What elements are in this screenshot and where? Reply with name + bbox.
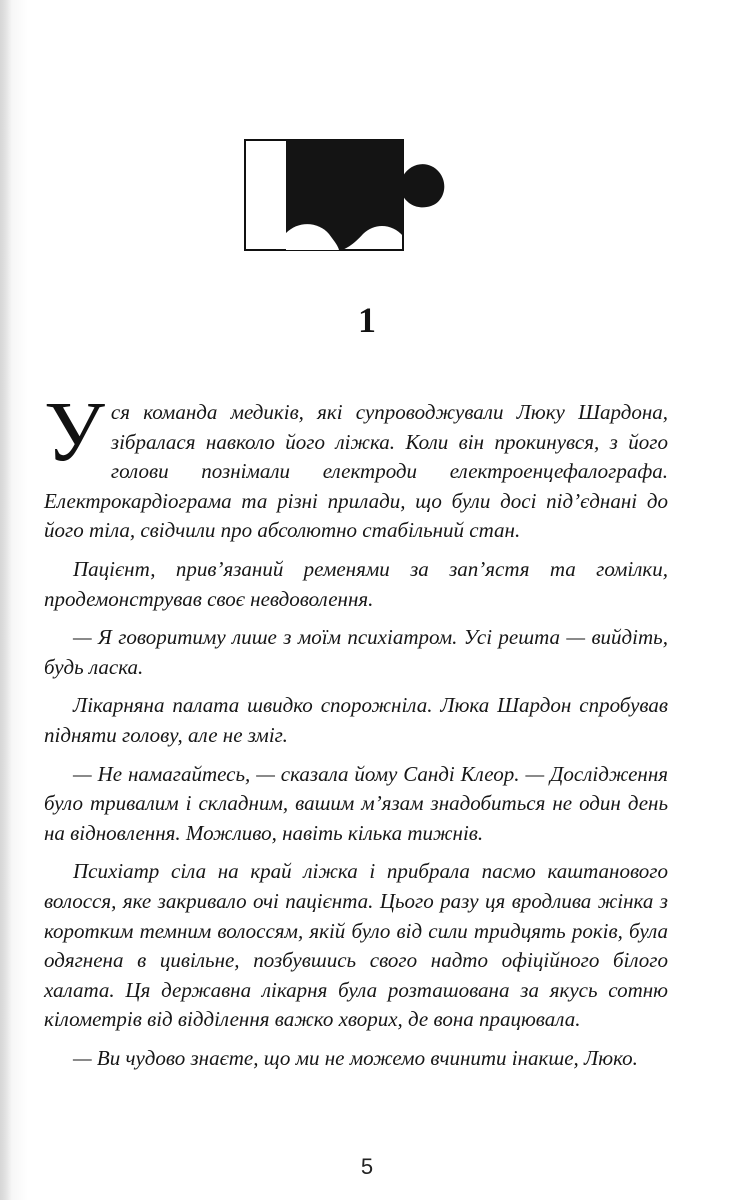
paragraph-1 [44, 383, 668, 546]
page-gutter-shadow [0, 0, 12, 1200]
paragraph-4: Лікарняна палата швидко спорожніла. Люка Шардон спробував підняти голову, але не зміг. [44, 693, 668, 747]
drop-cap-letter: У [44, 383, 105, 479]
page-number: 5 [360, 1154, 374, 1179]
paragraph-3: — Я говоритиму лише з моїм психіатром. Усі решта — вийдіть, будь ласка. [44, 625, 668, 679]
paragraph-5: — Не намагайтесь, — сказала йому Санді Клеор. — Дослідження було тривалим і складним, вашим м’язам знадобиться не один день на відновлення. Можливо, навіть кілька тижнів. [44, 761, 668, 845]
chapter-text [44, 383, 668, 1073]
paragraph-2: Пацієнт, прив’язаний ременями за зап’ястя та гомілки, продемонстрував своє невдоволення. [44, 556, 668, 611]
puzzle-piece-icon [243, 138, 453, 268]
chapter-number: 1 [358, 300, 376, 340]
paragraph-text: ся команда медиків, які супроводжували Люку Шардона, зібралася навколо його ліжка. Коли він прокинувся, з його голови познімали електроди електроенцефалографа. Електрокардіограма та різні прилади, що були досі під’єднані до його тіла, свідчили про абсолютно стабільний стан. [44, 400, 668, 543]
paragraph-7: — Ви чудово знаєте, що ми не можемо вчинити інакше, Люко. [73, 1045, 638, 1070]
paragraph-6: Психіатр сіла на край ліжка і прибрала пасмо каштанового волосся, яке закривало очі пацієнта. Цього разу ця вродлива жінка з коротким темним волоссям, якій було від сили тридцять років, була одягнена в цивільне, позбувшись свого надто офіційного білого халата. Ця державна лікарня була розташована за якусь сотню кілометрів від відділення важко хворих, де вона працювала. [44, 859, 668, 1032]
